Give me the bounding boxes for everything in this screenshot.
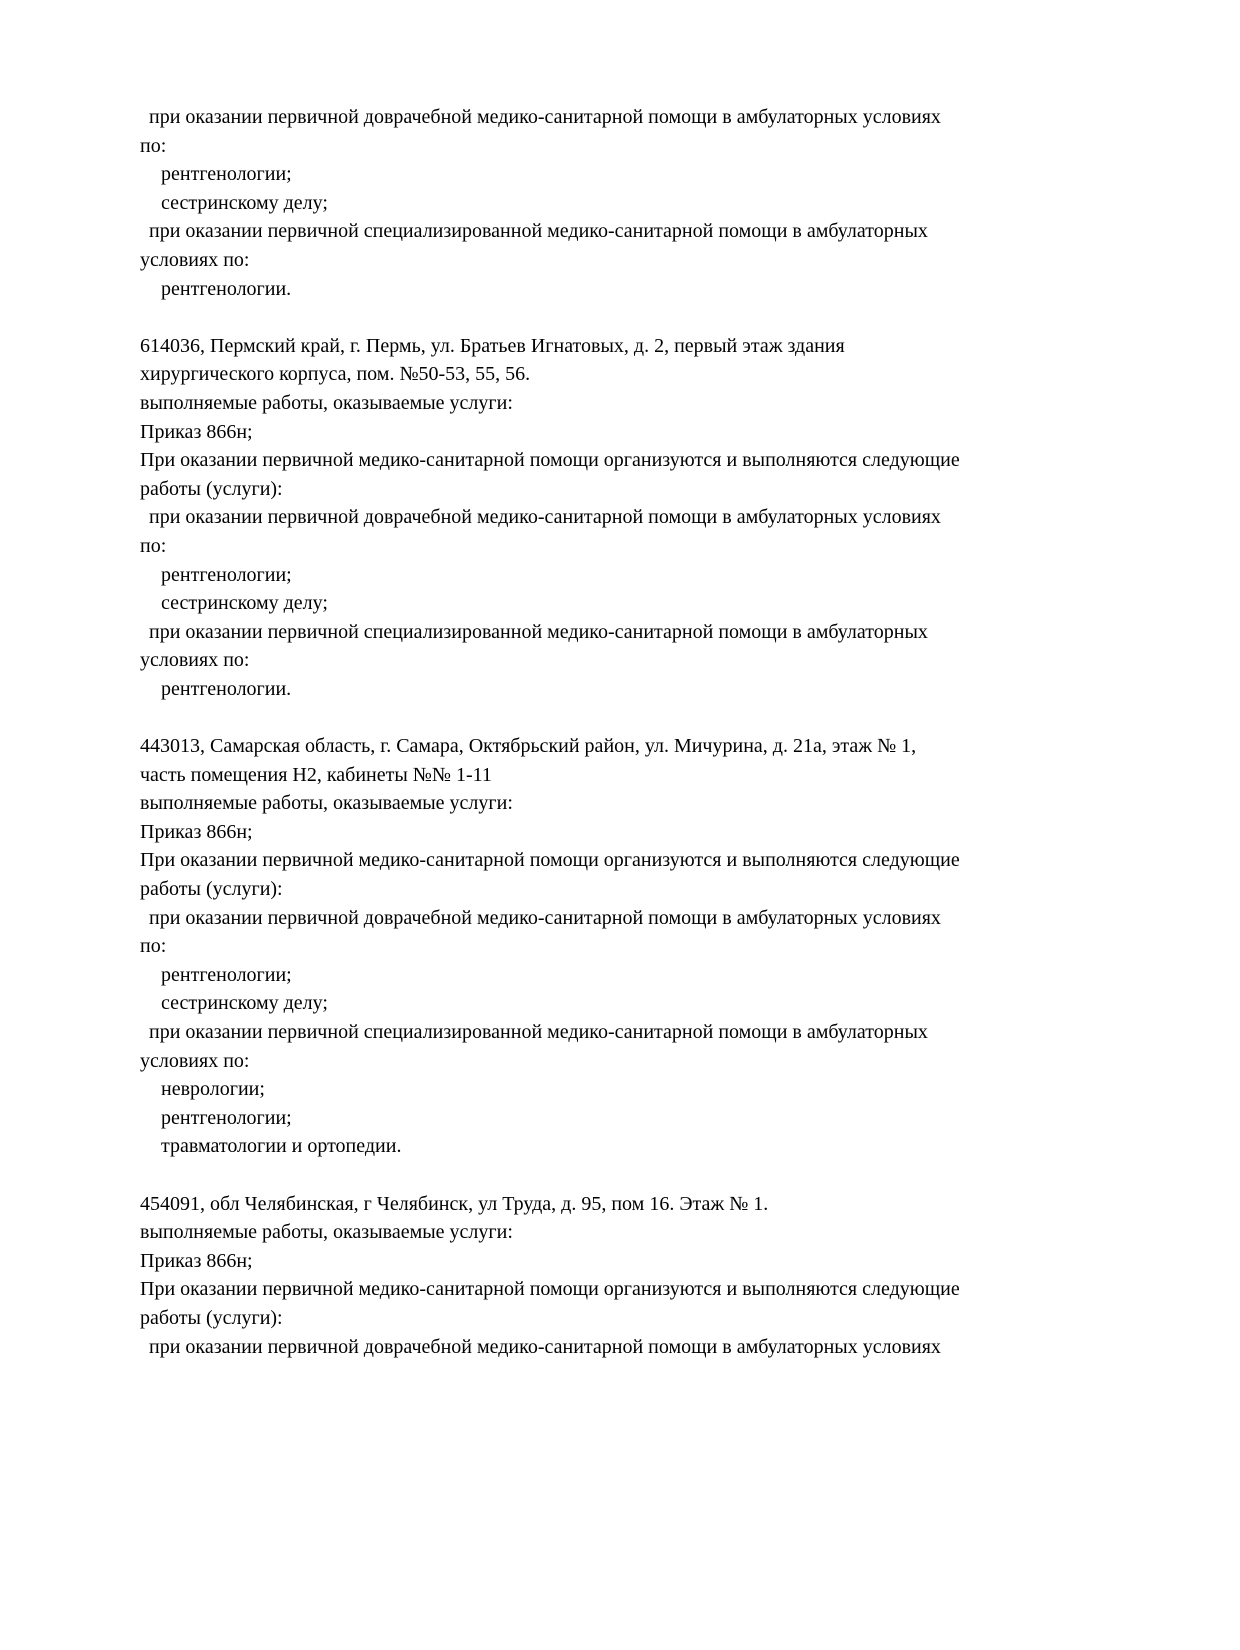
document-line: условиях по:: [140, 1049, 250, 1072]
document-line: при оказании первичной доврачебной медико-санитарной помощи в амбулаторных условиях: [149, 906, 941, 929]
document-line: выполняемые работы, оказываемые услуги:: [140, 391, 513, 414]
document-line: Приказ 866н;: [140, 1249, 253, 1272]
document-line: рентгенологии.: [161, 677, 292, 700]
document-line: часть помещения Н2, кабинеты №№ 1-11: [140, 763, 492, 786]
document-line: При оказании первичной медико-санитарной помощи организуются и выполняются следующие: [140, 849, 960, 872]
document-line: при оказании первичной специализированной медико-санитарной помощи в амбулаторных: [149, 220, 928, 243]
document-line: рентгенологии;: [161, 1106, 292, 1129]
document-blank-line: [140, 703, 1180, 732]
document-blank-line: [140, 1161, 1180, 1190]
document-line: при оказании первичной доврачебной медико-санитарной помощи в амбулаторных условиях: [149, 106, 941, 128]
document-line: по:: [140, 534, 167, 557]
document-body: [140, 103, 1180, 1361]
document-line: сестринскому делу;: [161, 992, 328, 1015]
document-line: условиях по:: [140, 649, 250, 672]
document-blank-line: [140, 303, 1180, 332]
document-line: 614036, Пермский край, г. Пермь, ул. Братьев Игнатовых, д. 2, первый этаж здания: [140, 334, 845, 357]
document-line: При оказании первичной медико-санитарной помощи организуются и выполняются следующие: [140, 1278, 960, 1301]
document-line: работы (услуги):: [140, 477, 283, 500]
document-line: 454091, обл Челябинская, г Челябинск, ул Труда, д. 95, пом 16. Этаж № 1.: [140, 1192, 769, 1215]
document-line: хирургического корпуса, пом. №50-53, 55, 56.: [140, 363, 531, 386]
document-line: при оказании первичной доврачебной медико-санитарной помощи в амбулаторных условиях: [149, 506, 941, 529]
document-line: 443013, Самарская область, г. Самара, Октябрьский район, ул. Мичурина, д. 21а, этаж № 1,: [140, 735, 917, 758]
document-line: при оказании первичной специализированной медико-санитарной помощи в амбулаторных: [149, 1021, 928, 1043]
document-line: работы (услуги):: [140, 1306, 283, 1329]
document-line: рентгенологии;: [161, 963, 292, 986]
document-line: рентгенологии;: [161, 563, 292, 586]
document-line: при оказании первичной специализированной медико-санитарной помощи в амбулаторных: [149, 620, 928, 643]
document-line: при оказании первичной доврачебной медико-санитарной помощи в амбулаторных условиях: [149, 1335, 941, 1358]
document-line: При оказании первичной медико-санитарной помощи организуются и выполняются следующие: [140, 449, 960, 472]
document-line: неврологии;: [161, 1078, 265, 1101]
document-line: сестринскому делу;: [161, 191, 328, 214]
document-line: травматологии и ортопедии.: [161, 1135, 402, 1158]
document-line: по:: [140, 935, 167, 958]
document-line: рентгенологии.: [161, 277, 292, 300]
document-line: условиях по:: [140, 248, 250, 271]
document-line: Приказ 866н;: [140, 820, 253, 843]
document-line: выполняемые работы, оказываемые услуги:: [140, 792, 513, 815]
document-line: выполняемые работы, оказываемые услуги:: [140, 1221, 513, 1244]
document-line: сестринскому делу;: [161, 592, 328, 615]
document-line: работы (услуги):: [140, 878, 283, 901]
document-line: рентгенологии;: [161, 163, 292, 186]
document-line: Приказ 866н;: [140, 420, 253, 443]
document-line: по:: [140, 134, 167, 157]
